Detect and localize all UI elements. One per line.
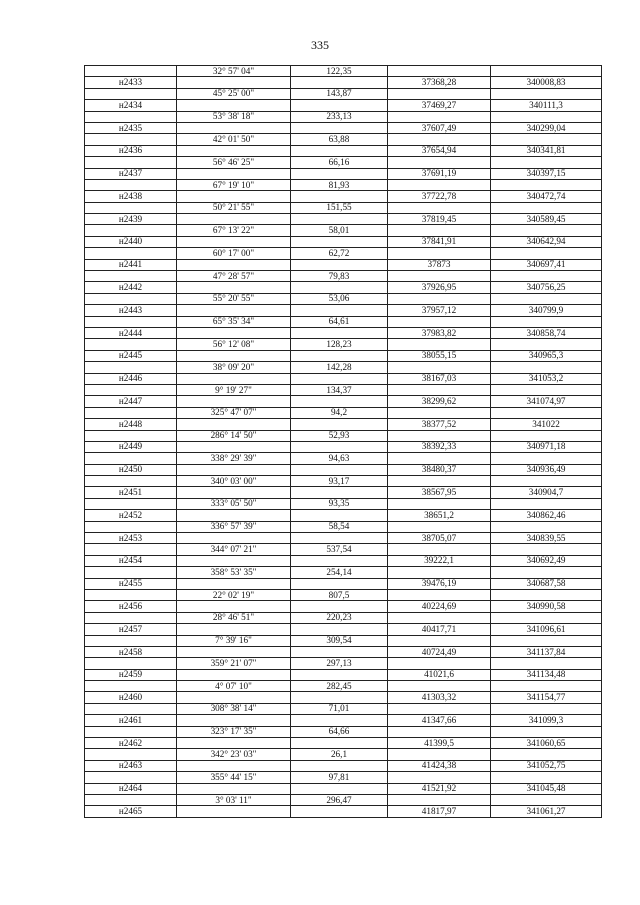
y-coordinate-cell: 340904,7 [491,487,602,498]
direction-angle-cell: 55° 20' 55" [177,293,291,304]
segment-row [85,134,602,145]
point-name-cell: н2443 [85,305,177,316]
point-name-cell: н2445 [85,350,177,361]
direction-angle-cell: 28° 46' 51" [177,612,291,623]
direction-angle-cell: 340° 03' 00" [177,476,291,487]
point-name-cell: н2439 [85,214,177,225]
x-coordinate-cell: 37926,95 [388,282,491,293]
segment-length-cell: 53,06 [291,293,388,304]
y-coordinate-cell: 340299,04 [491,122,602,133]
segment-length-cell: 66,16 [291,157,388,168]
segment-row [85,521,602,532]
point-row [85,327,602,338]
y-coordinate-cell: 341099,3 [491,715,602,726]
y-coordinate-cell: 341022 [491,419,602,430]
x-coordinate-cell: 38055,15 [388,350,491,361]
segment-row [85,225,602,236]
direction-angle-cell: 65° 35' 34" [177,316,291,327]
x-coordinate-cell: 38567,95 [388,487,491,498]
point-name-cell: н2440 [85,236,177,247]
segment-length-cell: 93,35 [291,498,388,509]
point-name-cell: н2438 [85,191,177,202]
segment-row [85,658,602,669]
point-row [85,669,602,680]
direction-angle-cell: 67° 19' 10" [177,179,291,190]
segment-length-cell: 94,63 [291,453,388,464]
segment-length-cell: 81,93 [291,179,388,190]
x-coordinate-cell: 39476,19 [388,578,491,589]
point-name-cell: н2462 [85,738,177,749]
x-coordinate-cell: 41521,92 [388,783,491,794]
point-name-cell: н2463 [85,760,177,771]
point-row [85,464,602,475]
segment-row [85,271,602,282]
point-name-cell: н2447 [85,396,177,407]
direction-angle-cell: 42° 01' 50" [177,134,291,145]
direction-angle-cell: 338° 29' 39" [177,453,291,464]
segment-row [85,703,602,714]
segment-row [85,293,602,304]
x-coordinate-cell: 41399,5 [388,738,491,749]
segment-row [85,66,602,77]
segment-row [85,407,602,418]
y-coordinate-cell: 341045,48 [491,783,602,794]
point-name-cell: н2459 [85,669,177,680]
segment-length-cell: 537,54 [291,544,388,555]
x-coordinate-cell: 37873 [388,259,491,270]
segment-length-cell: 64,66 [291,726,388,737]
direction-angle-cell: 333° 05' 50" [177,498,291,509]
segment-length-cell: 97,81 [291,772,388,783]
y-coordinate-cell: 341134,48 [491,669,602,680]
y-coordinate-cell: 340341,81 [491,145,602,156]
y-coordinate-cell: 340971,18 [491,441,602,452]
x-coordinate-cell: 41347,66 [388,715,491,726]
segment-length-cell: 94,2 [291,407,388,418]
y-coordinate-cell: 341154,77 [491,692,602,703]
x-coordinate-cell: 37691,19 [388,168,491,179]
segment-row [85,453,602,464]
point-name-cell: н2442 [85,282,177,293]
point-row [85,646,602,657]
segment-length-cell: 151,55 [291,202,388,213]
y-coordinate-cell: 340936,49 [491,464,602,475]
segment-row [85,567,602,578]
point-name-cell: н2454 [85,555,177,566]
point-row [85,396,602,407]
y-coordinate-cell: 340692,49 [491,555,602,566]
x-coordinate-cell: 38705,07 [388,533,491,544]
segment-row [85,589,602,600]
direction-angle-cell: 47° 28' 57" [177,271,291,282]
segment-length-cell: 79,83 [291,271,388,282]
y-coordinate-cell: 340965,3 [491,350,602,361]
segment-row [85,157,602,168]
point-row [85,236,602,247]
point-name-cell: н2449 [85,441,177,452]
direction-angle-cell: 355° 44' 15" [177,772,291,783]
point-name-cell: н2457 [85,624,177,635]
segment-length-cell: 807,5 [291,589,388,600]
segment-length-cell: 93,17 [291,476,388,487]
segment-length-cell: 62,72 [291,248,388,259]
segment-row [85,179,602,190]
x-coordinate-cell: 37957,12 [388,305,491,316]
segment-length-cell: 220,23 [291,612,388,623]
x-coordinate-cell: 38167,03 [388,373,491,384]
direction-angle-cell: 3° 03' 11" [177,795,291,806]
point-row [85,715,602,726]
point-row [85,77,602,88]
point-row [85,259,602,270]
point-row [85,168,602,179]
segment-row [85,202,602,213]
y-coordinate-cell: 340687,58 [491,578,602,589]
point-name-cell: н2453 [85,533,177,544]
segment-length-cell: 58,54 [291,521,388,532]
direction-angle-cell: 308° 38' 14" [177,703,291,714]
point-row [85,145,602,156]
point-row [85,692,602,703]
direction-angle-cell: 67° 13' 22" [177,225,291,236]
point-name-cell: н2446 [85,373,177,384]
point-row [85,122,602,133]
y-coordinate-cell: 340111,3 [491,100,602,111]
direction-angle-cell: 50° 21' 55" [177,202,291,213]
x-coordinate-cell: 38299,62 [388,396,491,407]
x-coordinate-cell: 40224,69 [388,601,491,612]
direction-angle-cell: 45° 25' 00" [177,88,291,99]
y-coordinate-cell: 340397,15 [491,168,602,179]
x-coordinate-cell: 38651,2 [388,510,491,521]
segment-length-cell: 254,14 [291,567,388,578]
segment-length-cell: 64,61 [291,316,388,327]
direction-angle-cell: 56° 12' 08" [177,339,291,350]
segment-length-cell: 63,88 [291,134,388,145]
direction-angle-cell: 336° 57' 39" [177,521,291,532]
point-name-cell: н2434 [85,100,177,111]
point-name-cell: н2444 [85,327,177,338]
y-coordinate-cell: 340589,45 [491,214,602,225]
point-row [85,783,602,794]
x-coordinate-cell: 37819,45 [388,214,491,225]
y-coordinate-cell: 340862,46 [491,510,602,521]
point-row [85,373,602,384]
point-name-cell: н2451 [85,487,177,498]
point-name-cell: н2455 [85,578,177,589]
point-name-cell: н2456 [85,601,177,612]
point-row [85,533,602,544]
direction-angle-cell: 9° 19' 27" [177,384,291,395]
x-coordinate-cell: 37368,28 [388,77,491,88]
x-coordinate-cell: 40724,49 [388,646,491,657]
point-row [85,806,602,817]
y-coordinate-cell: 341053,2 [491,373,602,384]
point-row [85,738,602,749]
direction-angle-cell: 344° 07' 21" [177,544,291,555]
x-coordinate-cell: 38480,37 [388,464,491,475]
segment-length-cell: 52,93 [291,430,388,441]
x-coordinate-cell: 37654,94 [388,145,491,156]
segment-row [85,430,602,441]
point-row [85,441,602,452]
x-coordinate-cell: 41021,6 [388,669,491,680]
point-row [85,191,602,202]
direction-angle-cell: 342° 23' 03" [177,749,291,760]
point-row [85,350,602,361]
segment-row [85,362,602,373]
y-coordinate-cell: 340858,74 [491,327,602,338]
segment-length-cell: 233,13 [291,111,388,122]
point-name-cell: н2433 [85,77,177,88]
x-coordinate-cell: 39222,1 [388,555,491,566]
y-coordinate-cell: 341060,65 [491,738,602,749]
segment-length-cell: 26,1 [291,749,388,760]
point-name-cell: н2441 [85,259,177,270]
point-name-cell: н2460 [85,692,177,703]
x-coordinate-cell: 37607,49 [388,122,491,133]
point-row [85,510,602,521]
segment-row [85,772,602,783]
direction-angle-cell: 325° 47' 07" [177,407,291,418]
segment-length-cell: 143,87 [291,88,388,99]
x-coordinate-cell: 37469,27 [388,100,491,111]
point-row [85,555,602,566]
segment-row [85,681,602,692]
direction-angle-cell: 358° 53' 35" [177,567,291,578]
segment-row [85,544,602,555]
point-name-cell: н2448 [85,419,177,430]
x-coordinate-cell: 40417,71 [388,624,491,635]
point-row [85,624,602,635]
x-coordinate-cell: 37983,82 [388,327,491,338]
direction-angle-cell: 323° 17' 35" [177,726,291,737]
segment-row [85,88,602,99]
point-name-cell: н2435 [85,122,177,133]
y-coordinate-cell: 341137,84 [491,646,602,657]
point-name-cell: н2452 [85,510,177,521]
segment-length-cell: 309,54 [291,635,388,646]
y-coordinate-cell: 341061,27 [491,806,602,817]
x-coordinate-cell: 41817,97 [388,806,491,817]
segment-row [85,726,602,737]
y-coordinate-cell: 340756,25 [491,282,602,293]
y-coordinate-cell: 341052,75 [491,760,602,771]
point-row [85,760,602,771]
direction-angle-cell: 22° 02' 19" [177,589,291,600]
y-coordinate-cell: 340008,83 [491,77,602,88]
point-name-cell: н2464 [85,783,177,794]
x-coordinate-cell: 41303,32 [388,692,491,703]
segment-row [85,498,602,509]
y-coordinate-cell: 340799,9 [491,305,602,316]
segment-row [85,795,602,806]
segment-row [85,749,602,760]
point-row [85,305,602,316]
segment-row [85,476,602,487]
segment-length-cell: 297,13 [291,658,388,669]
x-coordinate-cell: 38392,33 [388,441,491,452]
segment-row [85,635,602,646]
segment-row [85,111,602,122]
x-coordinate-cell: 38377,52 [388,419,491,430]
direction-angle-cell: 4° 07' 10" [177,681,291,692]
y-coordinate-cell: 341096,61 [491,624,602,635]
direction-angle-cell: 359° 21' 07" [177,658,291,669]
segment-row [85,384,602,395]
segment-length-cell: 296,47 [291,795,388,806]
y-coordinate-cell: 340839,55 [491,533,602,544]
point-name-cell: н2465 [85,806,177,817]
point-name-cell: н2450 [85,464,177,475]
segment-row [85,612,602,623]
point-name-cell: н2461 [85,715,177,726]
direction-angle-cell: 286° 14' 50" [177,430,291,441]
point-name-cell: н2458 [85,646,177,657]
y-coordinate-cell: 340472,74 [491,191,602,202]
segment-length-cell: 122,35 [291,66,388,77]
direction-angle-cell: 38° 09' 20" [177,362,291,373]
point-row [85,578,602,589]
segment-row [85,339,602,350]
y-coordinate-cell: 340642,94 [491,236,602,247]
y-coordinate-cell: 340697,41 [491,259,602,270]
y-coordinate-cell: 341074,97 [491,396,602,407]
segment-length-cell: 134,37 [291,384,388,395]
x-coordinate-cell: 37841,91 [388,236,491,247]
coordinates-table [84,65,602,818]
point-row [85,601,602,612]
direction-angle-cell: 7° 39' 16" [177,635,291,646]
page-number: 335 [311,38,329,52]
segment-row [85,316,602,327]
direction-angle-cell: 53° 38' 18" [177,111,291,122]
segment-length-cell: 71,01 [291,703,388,714]
segment-length-cell: 128,23 [291,339,388,350]
point-row [85,214,602,225]
direction-angle-cell: 56° 46' 25" [177,157,291,168]
point-name-cell: н2437 [85,168,177,179]
direction-angle-cell: 60° 17' 00" [177,248,291,259]
y-coordinate-cell: 340990,58 [491,601,602,612]
segment-length-cell: 142,28 [291,362,388,373]
x-coordinate-cell: 41424,38 [388,760,491,771]
point-row [85,487,602,498]
point-row [85,419,602,430]
x-coordinate-cell: 37722,78 [388,191,491,202]
segment-length-cell: 282,45 [291,681,388,692]
point-row [85,100,602,111]
segment-length-cell: 58,01 [291,225,388,236]
point-row [85,282,602,293]
point-name-cell: н2436 [85,145,177,156]
segment-row [85,248,602,259]
direction-angle-cell: 32° 57' 04" [177,66,291,77]
